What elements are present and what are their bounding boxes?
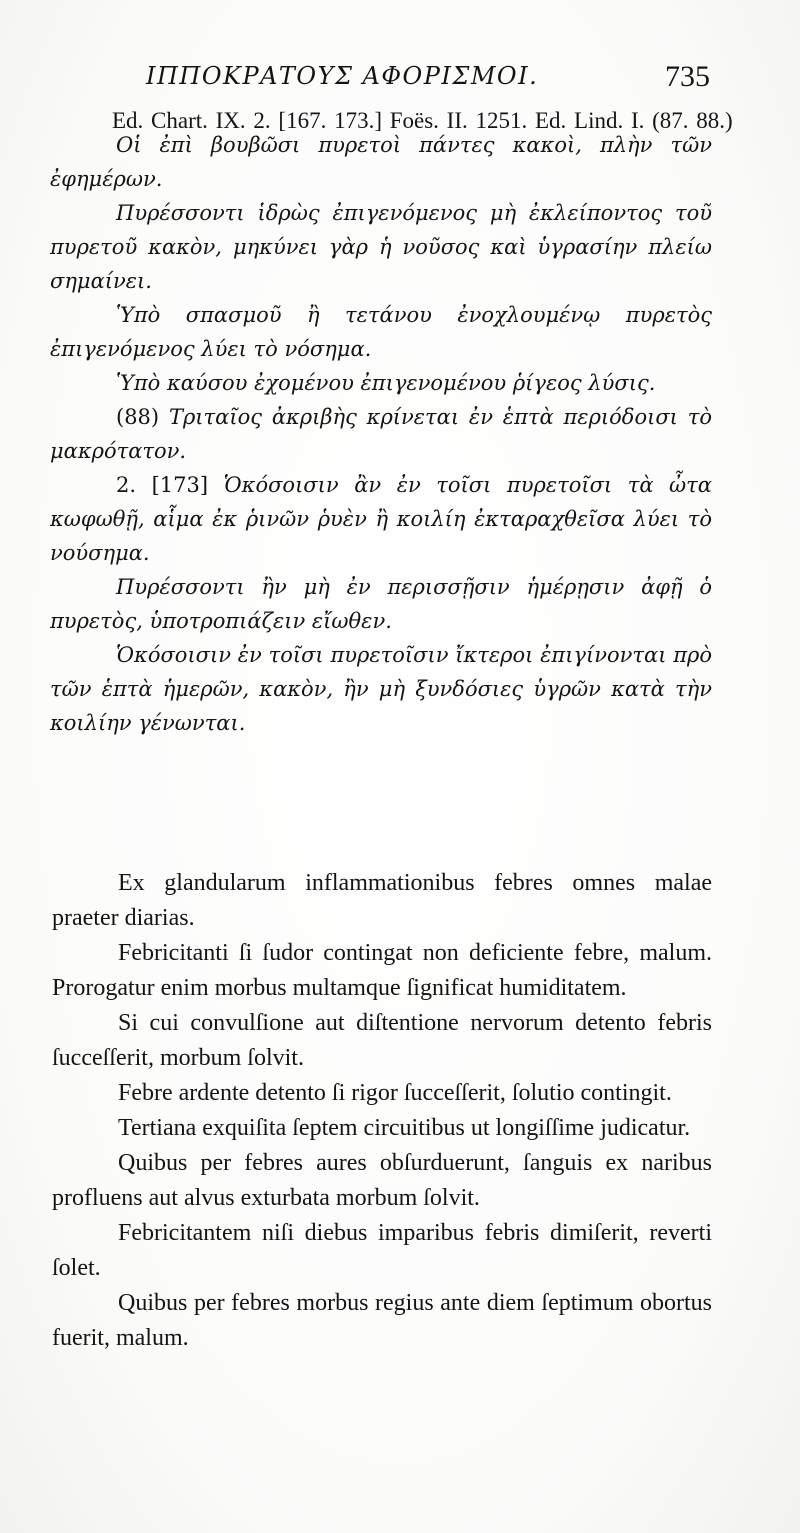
- greek-aphorism-text: Τριταῖος ἀκριβὴς κρίνεται ἐν ἑπτὰ περιόδοισι τὸ μακρότατον.: [50, 405, 712, 463]
- latin-aphorism: Si cui convulſione aut diſtentione nervorum detento febris ſucceſſerit, morbum ſolvit.: [52, 1010, 712, 1071]
- edition-reference-line: Ed. Chart. IX. 2. [167. 173.] Foës. II. 1251. Ed. Lind. I. (87. 88.): [112, 108, 733, 133]
- latin-aphorism: Tertiana exquiſita ſeptem circuitibus ut longiſſime judicatur.: [118, 1115, 691, 1141]
- running-title: ΙΠΠΟΚΡΑΤΟΥΣ ΑΦΟΡΙΣΜΟΙ.: [146, 62, 539, 90]
- latin-aphorism: Quibus per febres aures obſurduerunt, ſanguis ex naribus profluens aut alvus exturbata morbum ſolvit.: [52, 1150, 712, 1211]
- latin-text-block: [52, 866, 712, 1356]
- page-number: 735: [665, 60, 710, 93]
- greek-aphorism: [50, 400, 712, 468]
- latin-aphorism: Febre ardente detento ſi rigor ſucceſſerit, ſolutio contingit.: [118, 1080, 672, 1106]
- greek-aphorism: [50, 638, 712, 740]
- greek-aphorism-text: Πυρέσσοντι ἢν μὴ ἐν περισσῇσιν ἡμέρῃσιν ἀφῇ ὁ πυρετὸς, ὑποτροπιάζειν εἴωθεν.: [50, 575, 712, 633]
- greek-aphorism: [50, 468, 712, 570]
- section-marker: 2. [173]: [116, 473, 209, 497]
- greek-aphorism-text: Ὑπὸ καύσου ἐχομένου ἐπιγενομένου ῥίγεος λύσις.: [116, 371, 656, 395]
- greek-aphorism: [50, 298, 712, 366]
- greek-aphorism-text: Ὁκόσοισιν ἐν τοῖσι πυρετοῖσιν ἴκτεροι ἐπιγίνονται πρὸ τῶν ἑπτὰ ἡμερῶν, κακὸν, ἢν μὴ ξυνδόσιες ὑγρῶν κατὰ τὴν κοιλίην γένωνται.: [50, 643, 712, 735]
- greek-aphorism: [50, 128, 712, 196]
- greek-aphorism: [50, 570, 712, 638]
- greek-aphorism-text: Πυρέσσοντι ἱδρὼς ἐπιγενόμενος μὴ ἐκλείποντος τοῦ πυρετοῦ κακὸν, μηκύνει γὰρ ἡ νοῦσος καὶ ὑγρασίην πλείω σημαίνει.: [50, 201, 712, 293]
- greek-aphorism-text: Ὑπὸ σπασμοῦ ἢ τετάνου ἐνοχλουμένῳ πυρετὸς ἐπιγενόμενος λύει τὸ νόσημα.: [50, 303, 712, 361]
- greek-aphorism: [50, 196, 712, 298]
- latin-aphorism: Ex glandularum inflammationibus febres omnes malae praeter diarias.: [52, 870, 712, 931]
- section-marker: (88): [116, 405, 160, 429]
- page-header: [118, 60, 710, 100]
- greek-aphorism: [50, 366, 712, 400]
- latin-aphorism: Febricitantem niſi diebus imparibus febris dimiſerit, reverti ſolet.: [52, 1220, 712, 1281]
- latin-aphorism: Quibus per febres morbus regius ante diem ſeptimum obortus fuerit, malum.: [52, 1290, 712, 1351]
- greek-text-block: [50, 128, 712, 740]
- latin-aphorism: Febricitanti ſi ſudor contingat non deficiente febre, malum. Prorogatur enim morbus multamque ſignificat humiditatem.: [52, 940, 712, 1001]
- greek-aphorism-text: Ὁκόσοισιν ἂν ἐν τοῖσι πυρετοῖσι τὰ ὦτα κωφωθῇ, αἷμα ἐκ ῥινῶν ῥυὲν ἢ κοιλίη ἐκταραχθεῖσα λύει τὸ νούσημα.: [50, 473, 712, 565]
- greek-aphorism-text: Οἱ ἐπὶ βουβῶσι πυρετοὶ πάντες κακοὶ, πλὴν τῶν ἐφημέρων.: [50, 133, 712, 191]
